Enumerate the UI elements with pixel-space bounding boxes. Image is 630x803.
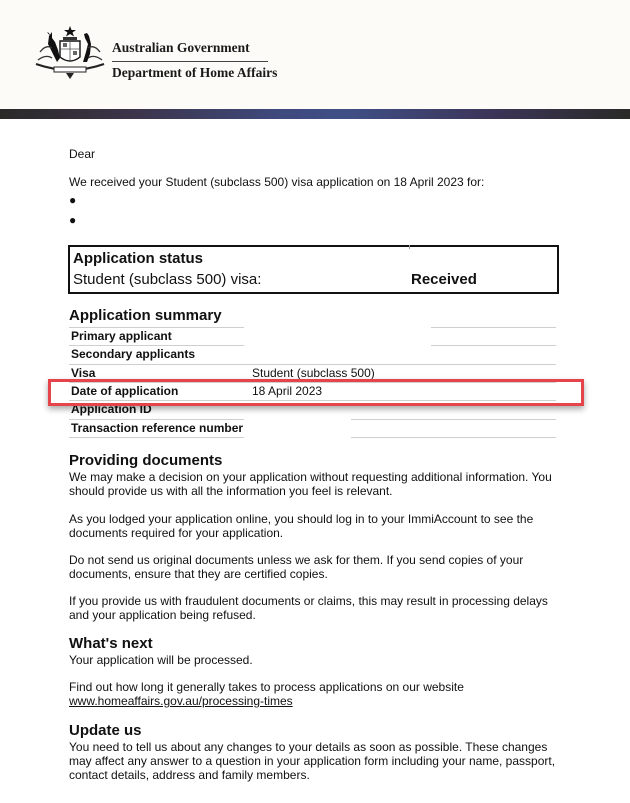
providing-text: and your application being refused. bbox=[69, 608, 256, 622]
providing-text: Do not send us original documents unless we ask for them. If you send copies of your bbox=[69, 553, 524, 567]
table-rule bbox=[69, 437, 244, 438]
whats-next-text: Your application will be processed. bbox=[69, 653, 253, 667]
providing-text: If you provide us with fraudulent documents or claims, this may result in processing delays bbox=[69, 594, 548, 608]
table-rule bbox=[69, 364, 556, 365]
table-rule bbox=[69, 419, 244, 420]
summary-row-label: Secondary applicants bbox=[71, 347, 196, 361]
update-text: You need to tell us about any changes to your details as soon as possible. These changes bbox=[69, 740, 548, 754]
table-rule bbox=[431, 327, 556, 328]
coat-of-arms-icon bbox=[30, 24, 110, 82]
table-rule bbox=[351, 419, 556, 420]
bullet-item: ● bbox=[69, 193, 77, 207]
status-value: Received bbox=[411, 271, 477, 288]
summary-row-label: Transaction reference number bbox=[71, 421, 244, 435]
table-rule bbox=[69, 327, 244, 328]
application-status-box bbox=[68, 245, 559, 294]
table-rule bbox=[431, 345, 556, 346]
update-text: contact details, address and family members. bbox=[69, 768, 310, 782]
providing-text: documents, ensure that they are certified copies. bbox=[69, 567, 328, 581]
summary-row-value: 18 April 2023 bbox=[252, 384, 323, 398]
summary-row-value: Student (subclass 500) bbox=[252, 366, 375, 380]
department-name: Department of Home Affairs bbox=[112, 65, 278, 80]
government-name: Australian Government bbox=[112, 40, 250, 55]
summary-row-label: Visa bbox=[71, 366, 96, 380]
greeting: Dear bbox=[69, 147, 96, 161]
summary-row-label: Date of application bbox=[71, 384, 179, 398]
bullet-item: ● bbox=[69, 213, 77, 227]
status-divider bbox=[409, 245, 410, 249]
header-divider bbox=[112, 61, 268, 62]
update-text: may affect any answer to a question in your application form including your name, passport, bbox=[69, 754, 556, 768]
letterhead bbox=[0, 0, 630, 109]
intro-text: We received your Student (subclass 500) visa application on 18 April 2023 for: bbox=[69, 175, 485, 189]
providing-text: documents required for your application. bbox=[69, 526, 284, 540]
providing-text: As you lodged your application online, you should log in to your ImmiAccount to see the bbox=[69, 512, 534, 526]
summary-heading: Application summary bbox=[69, 307, 222, 324]
table-rule bbox=[351, 437, 556, 438]
status-heading: Application status bbox=[73, 250, 204, 267]
highlight-box bbox=[48, 379, 584, 406]
whats-next-heading: What's next bbox=[69, 635, 153, 652]
processing-times-link[interactable]: www.homeaffairs.gov.au/processing-times bbox=[69, 694, 293, 708]
update-heading: Update us bbox=[69, 722, 142, 739]
summary-row-label: Application ID bbox=[71, 402, 152, 416]
summary-row-label: Primary applicant bbox=[71, 329, 172, 343]
status-label: Student (subclass 500) visa: bbox=[73, 271, 262, 288]
providing-text: should provide us with all the information you feel is relevant. bbox=[69, 484, 393, 498]
table-rule bbox=[69, 345, 244, 346]
providing-heading: Providing documents bbox=[69, 452, 223, 469]
whats-next-text: Find out how long it generally takes to process applications on our website bbox=[69, 680, 464, 694]
header-band bbox=[0, 109, 630, 119]
providing-text: We may make a decision on your application without requesting additional information. You bbox=[69, 470, 552, 484]
